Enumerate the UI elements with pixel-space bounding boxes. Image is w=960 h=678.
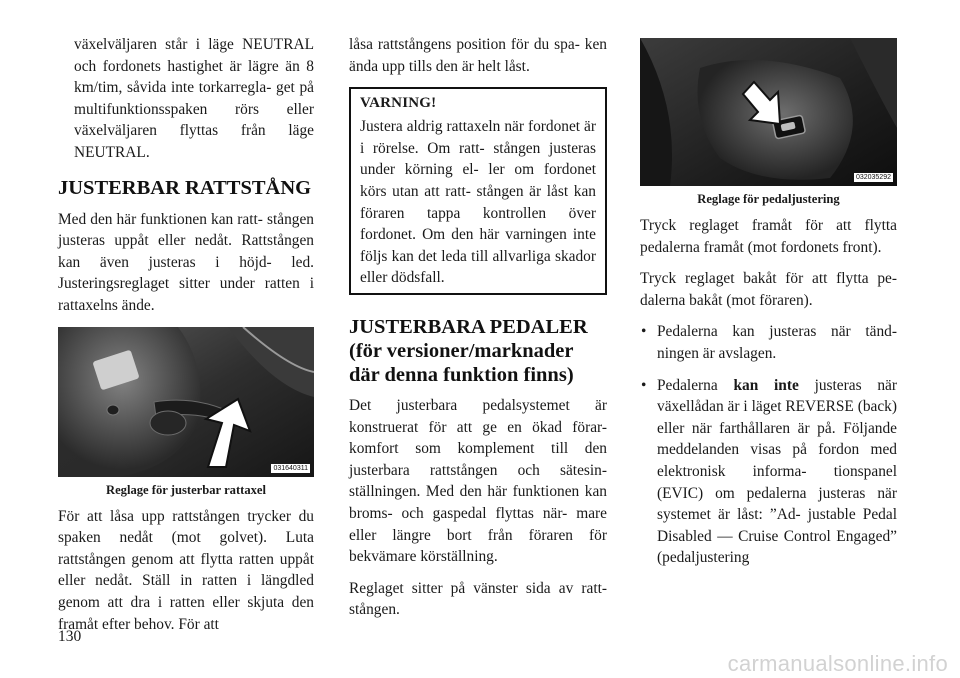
intro-paragraph: Med den här funktionen kan ratt- stången justeras uppåt eller nedåt. Rattstången kan även justeras i höjd- led. Justeringsreglaget sitter under ratten i rattaxelns ände. [58,210,314,314]
list-item [640,375,897,569]
warning-text: Justera aldrig rattaxeln när fordonet är i rörelse. Om ratt- stången justeras under körning el- ler om fordonet körs utan att ratt- stången är låst kan föraren tappa kontrollen över fordonet. Om den här varningen inte följs kan det leda till allvarliga skador eller dödsfall. [360,118,596,287]
section-heading-pedals [349,315,607,387]
figure-code: 032035292 [855,174,891,181]
watermark: carmanualsonline.info [727,651,948,676]
bullet-text: Pedalerna [657,376,734,394]
figure-code: 031640311 [273,464,308,472]
list-item: • Pedalerna kan justeras när tänd- ningen är avslagen. [640,321,897,364]
column-middle [349,34,607,631]
steering-lever-photo [58,327,314,477]
bullet-emphasis: kan inte [733,376,799,394]
column-left [58,34,314,645]
column-right [640,38,897,579]
pedal-switch-photo [640,38,897,186]
pedal-adjust-figure [640,38,897,186]
steering-column-figure [58,327,314,477]
heading-line: (för versioner/marknader [349,339,574,362]
warning-box [349,87,607,295]
figure-caption: Reglage för justerbar rattaxel [105,482,267,497]
location-paragraph: Reglaget sitter på vänster sida av ratt- stången. [349,579,607,619]
figure-caption: Reglage för pedaljustering [697,192,840,206]
pedals-paragraph: Det justerbara pedalsystemet är konstruerat för att ge en ökad förar- komfort som komplement till den justerbara rattstången och sätesin- ställningen. Med den här funktionen kan broms- och gaspedal flyttas när- mare eller längre bort från föraren för bekvämare körställning. [349,396,607,566]
heading-line: där denna funktion finns) [349,363,574,386]
heading-line: JUSTERBARA PEDALER [349,315,588,338]
warning-title: VARNING! [360,95,437,112]
forward-paragraph: Tryck reglaget framåt för att flytta pedalerna framåt (mot fordonets front). [640,217,897,256]
section-heading-steering-column: JUSTERBAR RATTSTÅNG [58,176,312,199]
bullet-text: justeras när växellådan är i läget REVERSE (back) eller när farthållaren är på. Följande meddelanden visas på fordon med elektronisk informa- tionspanel (EVIC) om pedalerna justeras när systemet är låst: ”Ad- justable Pedal Disabled — Cruise Control Engaged” (pedaljustering [657,376,897,567]
continued-paragraph: växelväljaren står i läge NEUTRAL och fordonets hastighet är lägre än 8 km/tim, såvida inte torkarregla- get på multifunktionsspaken rörs eller växelväljaren flyttas från läge NEUTRAL. [74,36,314,161]
continued-paragraph: låsa rattstångens position för du spa- ken ända upp tills den är helt låst. [349,36,607,75]
bullet-list [640,321,897,569]
page-number: 130 [58,628,82,645]
body-paragraph: För att låsa upp rattstången trycker du spaken nedåt (mot golvet). Luta rattstången genom att flytta ratten uppåt eller nedåt. Ställ in ratten i längdled genom att dra i ratten eller skjuta den framåt efter behov. För att [58,507,314,633]
backward-paragraph: Tryck reglaget bakåt för att flytta pe- dalerna bakåt (mot föraren). [640,270,897,309]
